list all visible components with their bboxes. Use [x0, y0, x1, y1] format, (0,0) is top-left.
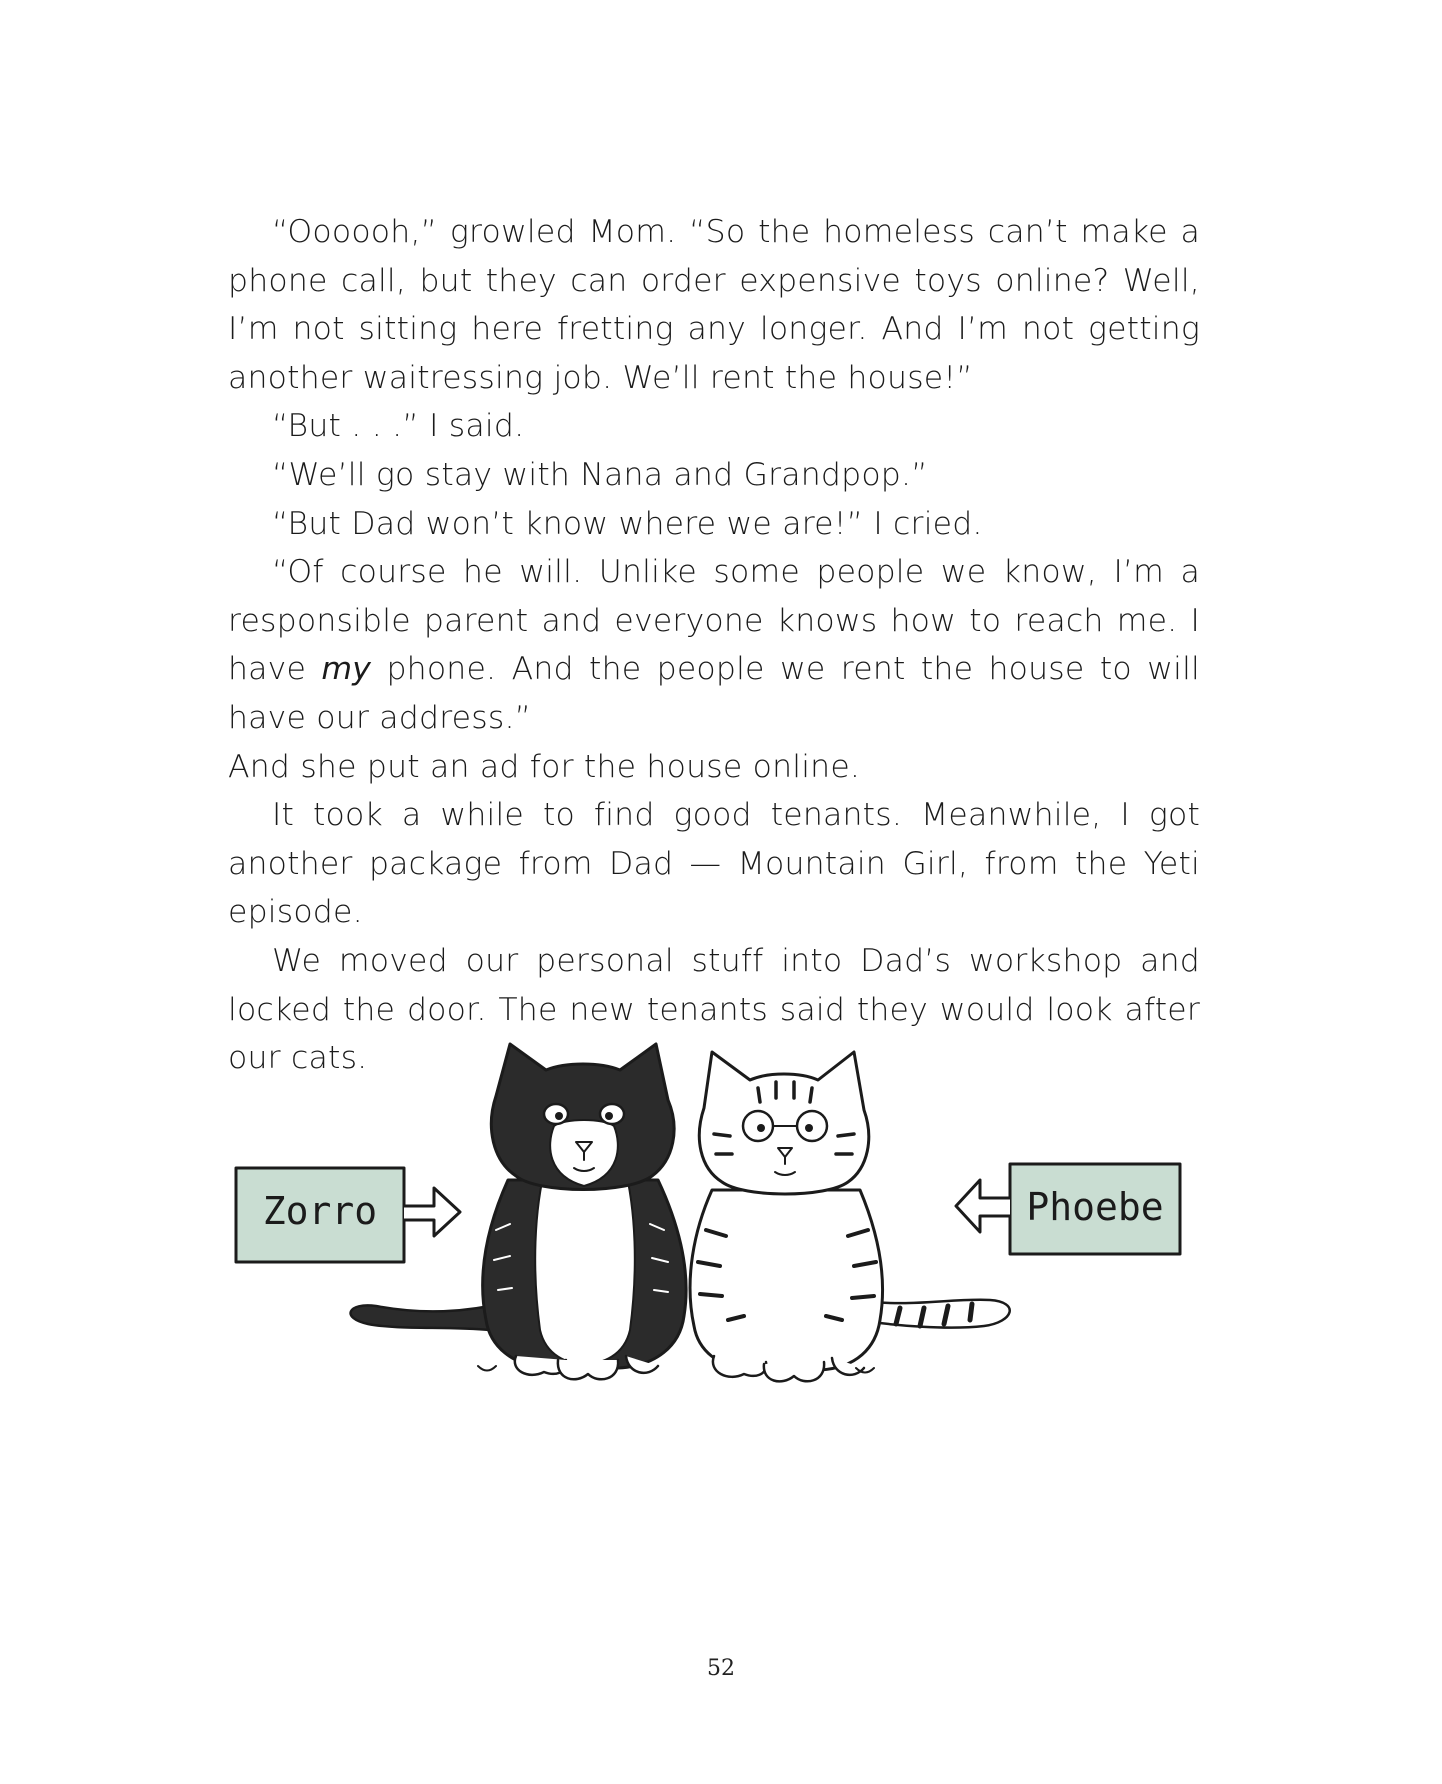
- phoebe-label: Phoebe: [1026, 1185, 1164, 1229]
- phoebe-cat: [690, 1052, 1010, 1381]
- body-text: [228, 208, 1200, 1083]
- paragraph-text: phone. And the people we rent the house to will have our address.”: [228, 651, 1200, 736]
- cats-illustration: [228, 1030, 1200, 1390]
- paragraph: “But Dad won’t know where we are!” I cried.: [272, 505, 983, 542]
- paragraph-text: “Of course he will. Unlike some people we know, I’m a responsible parent and everyone knows how to reach me. I have: [228, 554, 1200, 688]
- paragraph: It took a while to find good tenants. Meanwhile, I got another package from Dad — Mountain Girl, from the Yeti episode.: [228, 797, 1200, 931]
- paragraph: [228, 548, 1200, 742]
- paragraph: “We’ll go stay with Nana and Grandpop.”: [272, 456, 928, 493]
- cats-drawing: [228, 1030, 1200, 1390]
- zorro-label: Zorro: [262, 1189, 378, 1233]
- page-number: 52: [707, 1656, 735, 1681]
- paragraph: We moved our personal stuff into Dad’s workshop and locked the door. The new tenants said they would look after our cats.: [228, 942, 1200, 1077]
- emphasis-text: my: [321, 651, 372, 688]
- paragraph: “Oooooh,” growled Mom. “So the homeless can’t make a phone call, but they can order expensive toys online? Well, I’m not sitting here fretting any longer. And I’m not getting another waitressing job. We’ll rent the house!”: [228, 214, 1200, 396]
- paragraph: “But . . .” I said.: [272, 408, 525, 445]
- paragraph: And she put an ad for the house online.: [228, 748, 861, 785]
